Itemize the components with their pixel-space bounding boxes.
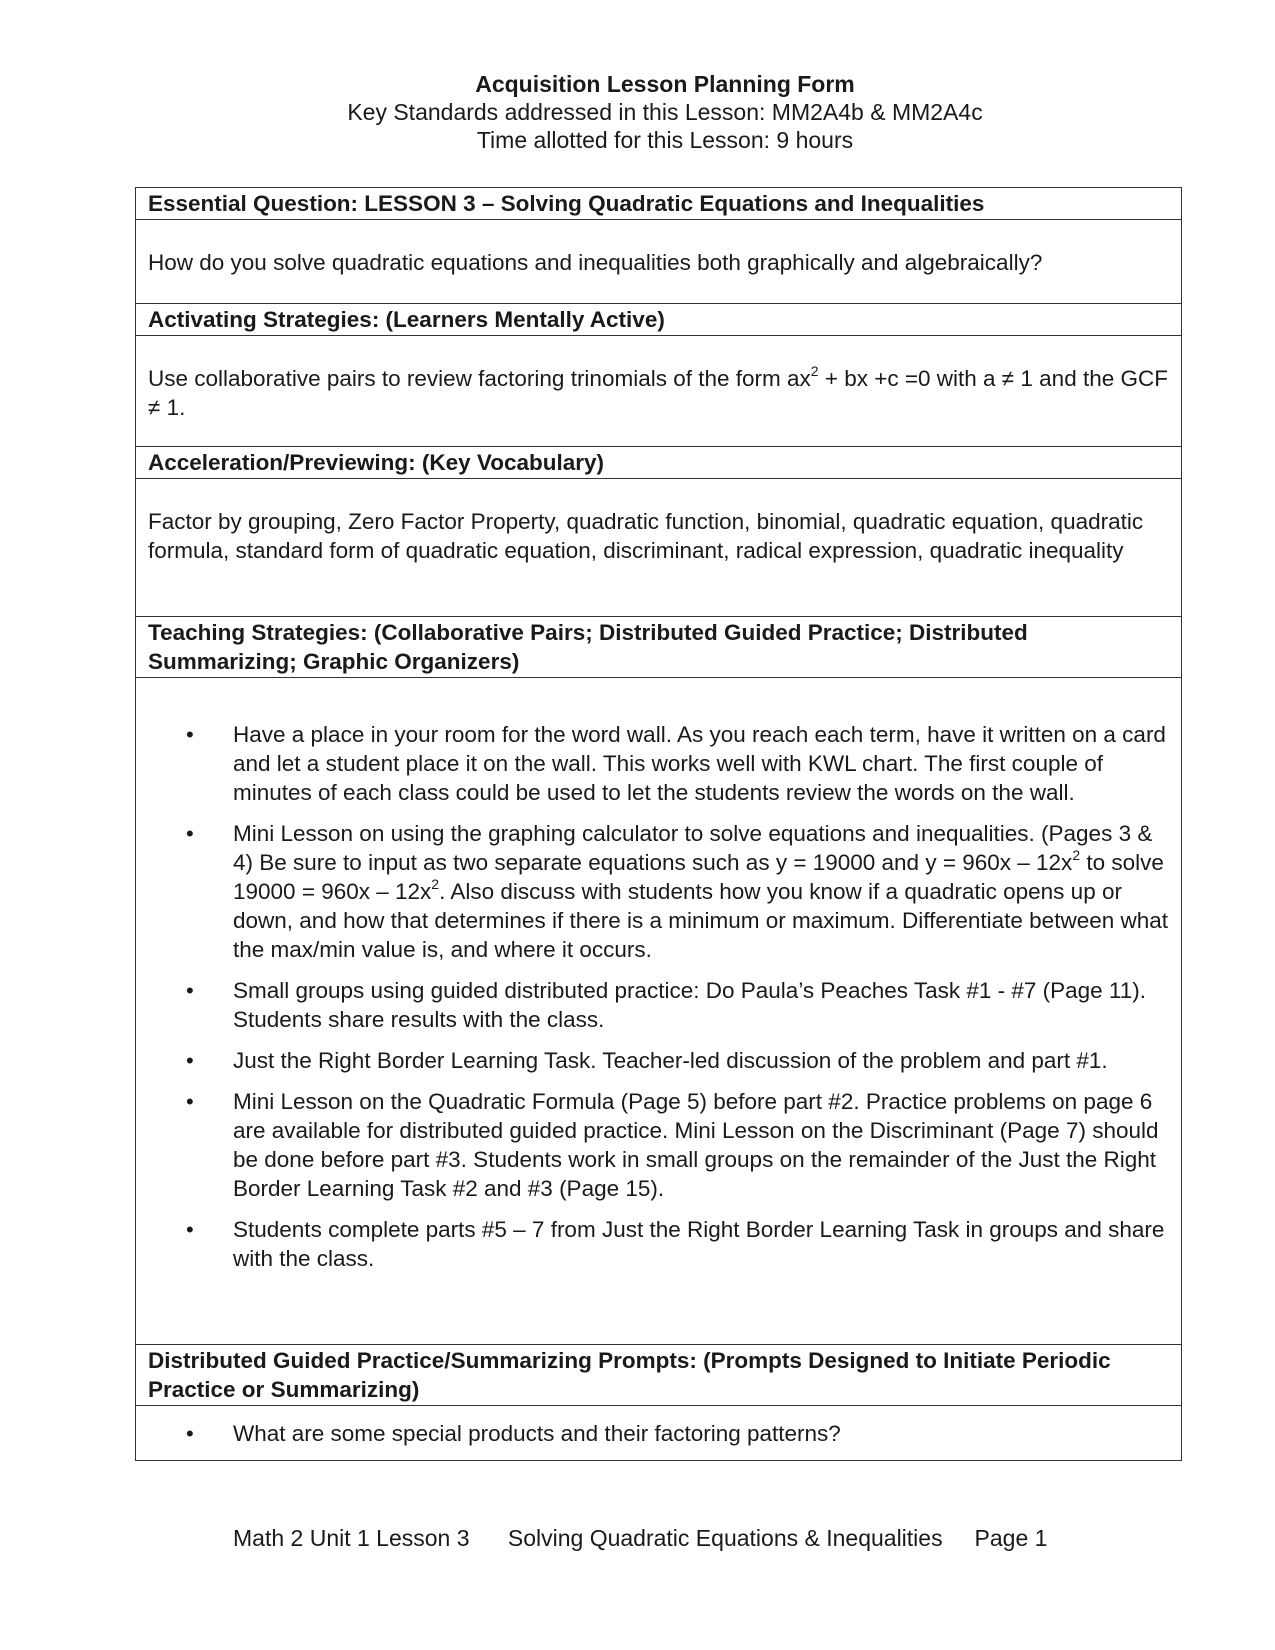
form-title: Acquisition Lesson Planning Form — [475, 71, 855, 97]
activating-strategies-text — [148, 364, 1169, 422]
teaching-strategies-body — [136, 678, 1181, 1345]
teaching-strategies-list — [148, 720, 1169, 1273]
essential-question-body — [136, 220, 1181, 304]
list-item — [148, 1087, 1169, 1203]
acceleration-heading: Acceleration/Previewing: (Key Vocabulary) — [136, 447, 1181, 479]
distributed-practice-list — [148, 1419, 1169, 1448]
key-standards: Key Standards addressed in this Lesson: MM2A4b & MM2A4c — [347, 99, 983, 125]
list-item-text: Just the Right Border Learning Task. Teacher-led discussion of the problem and part #1. — [233, 1048, 1108, 1073]
teaching-strategies-heading: Teaching Strategies: (Collaborative Pairs; Distributed Guided Practice; Distributed Summarizing; Graphic Organizers) — [136, 617, 1181, 678]
list-item-text: What are some special products and their factoring patterns? — [233, 1421, 841, 1446]
distributed-practice-heading: Distributed Guided Practice/Summarizing Prompts: (Prompts Designed to Initiate Periodic Practice or Summarizing) — [136, 1345, 1181, 1406]
page-footer — [233, 1524, 1047, 1552]
exponent: 2 — [431, 875, 440, 892]
list-item — [148, 819, 1169, 964]
bullet-icon: • — [186, 1421, 194, 1446]
bullet-icon: • — [186, 978, 194, 1003]
lesson-plan-table — [135, 187, 1182, 1461]
bullet-icon: • — [186, 1048, 194, 1073]
list-item-text: to solve 19000 = 960x – 12x — [233, 850, 1164, 904]
footer-topic: Solving Quadratic Equations & Inequalities — [507, 1525, 943, 1551]
bullet-icon: • — [186, 821, 194, 846]
page-number: Page 1 — [974, 1525, 1048, 1551]
key-vocabulary-text: Factor by grouping, Zero Factor Property, quadratic function, binomial, quadratic equation, quadratic formula, standard form of quadratic equation, discriminant, radical expression, quadratic inequality — [148, 509, 1144, 563]
list-item — [148, 976, 1169, 1034]
exponent: 2 — [810, 362, 819, 379]
time-allotted: Time allotted for this Lesson: 9 hours — [476, 127, 854, 153]
activating-text-part: Use collaborative pairs to review factoring trinomials of the form ax — [148, 366, 811, 391]
exponent: 2 — [1072, 846, 1081, 863]
essential-question-heading: Essential Question: LESSON 3 – Solving Quadratic Equations and Inequalities — [136, 188, 1181, 220]
form-header — [0, 70, 1275, 154]
footer-course: Math 2 Unit 1 Lesson 3 — [233, 1525, 470, 1551]
list-item-text: Small groups using guided distributed practice: Do Paula’s Peaches Task #1 - #7 (Page 11). Students share results with the class. — [233, 978, 1147, 1032]
essential-question-text: How do you solve quadratic equations and inequalities both graphically and algebraically? — [148, 250, 1043, 275]
list-item-text: Mini Lesson on using the graphing calculator to solve equations and inequalities. (Pages 3 & 4) Be sure to input as two separate equations such as y = 19000 and y = 960x – 12x — [233, 821, 1153, 875]
bullet-icon: • — [186, 1089, 194, 1114]
activating-strategies-heading: Activating Strategies: (Learners Mentally Active) — [136, 304, 1181, 336]
bullet-icon: • — [186, 722, 194, 747]
list-item-text: Mini Lesson on the Quadratic Formula (Page 5) before part #2. Practice problems on page 6 are available for distributed guided practice. Mini Lesson on the Discriminant (Page 7) should be done before part #3. Students work in small groups on the remainder of the Just the Right Border Learning Task #2 and #3 (Page 15). — [233, 1089, 1159, 1201]
list-item-text: Have a place in your room for the word wall. As you reach each term, have it written on a card and let a student place it on the wall. This works well with KWL chart. The first couple of minutes of each class could be used to let the students review the words on the wall. — [233, 722, 1166, 805]
list-item-text: . Also discuss with students how you know if a quadratic opens up or down, and how that determines if there is a minimum or maximum. Differentiate between what the max/min value is, and where it occurs. — [233, 879, 1169, 962]
list-item-text: Students complete parts #5 – 7 from Just the Right Border Learning Task in groups and share with the class. — [233, 1217, 1165, 1271]
list-item — [148, 1046, 1169, 1075]
distributed-practice-body — [136, 1406, 1181, 1460]
list-item — [148, 1215, 1169, 1273]
list-item — [148, 1419, 1169, 1448]
list-item — [148, 720, 1169, 807]
bullet-icon: • — [186, 1217, 194, 1242]
activating-text-part: + bx +c =0 with a ≠ 1 and the GCF ≠ 1. — [148, 366, 1168, 420]
acceleration-body — [136, 479, 1181, 617]
activating-strategies-body — [136, 336, 1181, 447]
